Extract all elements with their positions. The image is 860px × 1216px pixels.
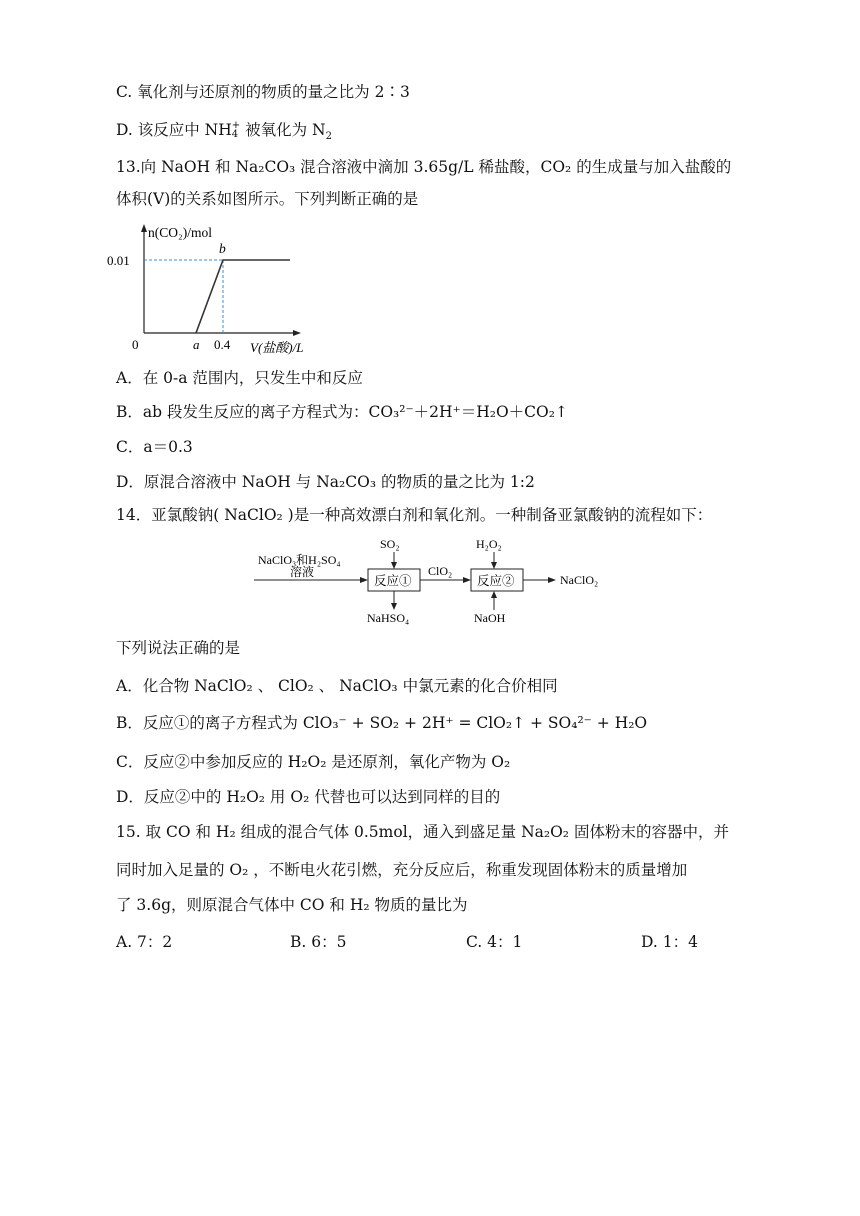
product-arrowhead xyxy=(548,577,556,583)
y-tick-001: 0.01 xyxy=(107,253,130,268)
h2o2-label: H₂O₂ xyxy=(476,537,502,551)
x-tick-a: a xyxy=(193,337,200,352)
q15-option-c: C. 4：1 xyxy=(466,933,523,951)
q15-stem-line1: 15. 取 CO 和 H₂ 组成的混合气体 0.5mol，通入到盛足量 Na₂O₂ 固体粉末的容器中，并 xyxy=(116,823,729,841)
q14-flowchart xyxy=(250,530,620,634)
q15-stem-line2: 同时加入足量的 O₂ ，不断电火花引燃，充分反应后，称重发现固体粉末的质量增加 xyxy=(116,861,688,879)
h2o2-arrowhead xyxy=(491,562,497,569)
q14-prompt: 下列说法正确的是 xyxy=(116,639,241,657)
co2-curve xyxy=(196,260,290,333)
input-label-line2: 溶液 xyxy=(290,565,315,579)
q13-stem-line1: 13.向 NaOH 和 Na₂CO₃ 混合溶液中滴加 3.65g/L 稀盐酸，CO₂ 的生成量与加入盐酸的 xyxy=(116,158,732,176)
product-label: NaClO₂ xyxy=(560,573,599,587)
q13-chart xyxy=(100,215,310,364)
input-label-line1: NaClO₃和H₂SO₄ xyxy=(258,553,341,567)
nahso4-arrowhead xyxy=(391,603,397,610)
q12-option-c: C. 氧化剂与还原剂的物质的量之比为 2∶3 xyxy=(116,83,410,101)
q14-option-a: A．化合物 NaClO₂ 、 ClO₂ 、 NaClO₃ 中氯元素的化合价相同 xyxy=(116,677,558,695)
so2-label: SO₂ xyxy=(380,537,400,551)
y-axis-arrow xyxy=(141,224,147,232)
q15-option-d: D. 1：4 xyxy=(641,933,698,951)
nahso4-label: NaHSO₄ xyxy=(367,611,410,625)
q15-stem-line3: 了 3.6g，则原混合气体中 CO 和 H₂ 物质的量比为 xyxy=(116,896,468,914)
reactor-1-label: 反应① xyxy=(374,574,412,588)
naoh-arrowhead xyxy=(491,591,497,598)
q13-option-d: D．原混合溶液中 NaOH 与 Na₂CO₃ 的物质的量之比为 1:2 xyxy=(116,473,535,491)
y-axis-label: n(CO₂)/mol xyxy=(148,225,212,240)
q13-stem-line2: 体积(V)的关系如图所示。下列判断正确的是 xyxy=(116,190,419,208)
q14-stem: 14．亚氯酸钠( NaClO₂ )是一种高效漂白剂和氧化剂。一种制备亚氯酸钠的流程如下： xyxy=(116,506,713,524)
x-axis-arrow xyxy=(293,330,301,336)
origin-label: 0 xyxy=(132,337,139,352)
clo2-label: ClO₂ xyxy=(428,564,453,578)
x-tick-04: 0.4 xyxy=(214,337,231,352)
so2-arrowhead xyxy=(391,562,397,569)
q14-option-c: C．反应②中参加反应的 H₂O₂ 是还原剂，氧化产物为 O₂ xyxy=(116,753,511,771)
reactor-2-label: 反应② xyxy=(477,574,515,588)
naoh-label: NaOH xyxy=(474,611,506,625)
x-axis-label: V(盐酸)/L xyxy=(250,340,304,355)
q13-option-a: A．在 0-a 范围内，只发生中和反应 xyxy=(116,369,363,387)
q13-option-c: C．a＝0.3 xyxy=(116,438,193,456)
point-b-label: b xyxy=(219,241,226,256)
q14-option-b: B．反应①的离子方程式为 ClO₃⁻ + SO₂ + 2H⁺ = ClO₂↑ + SO₄²⁻ + H₂O xyxy=(116,714,648,732)
q15-option-b: B. 6：5 xyxy=(290,933,347,951)
clo2-arrowhead xyxy=(463,577,471,583)
input-arrowhead xyxy=(360,577,368,583)
q13-option-b: B．ab 段发生反应的离子方程式为：CO₃²⁻＋2H⁺＝H₂O＋CO₂↑ xyxy=(116,403,568,421)
q12-option-d: D. 该反应中 NH + 4 被氧化为 $N_2$ xyxy=(116,120,332,143)
q15-option-a: A. 7：2 xyxy=(116,933,173,951)
q14-option-d: D．反应②中的 H₂O₂ 用 O₂ 代替也可以达到同样的目的 xyxy=(116,788,501,806)
